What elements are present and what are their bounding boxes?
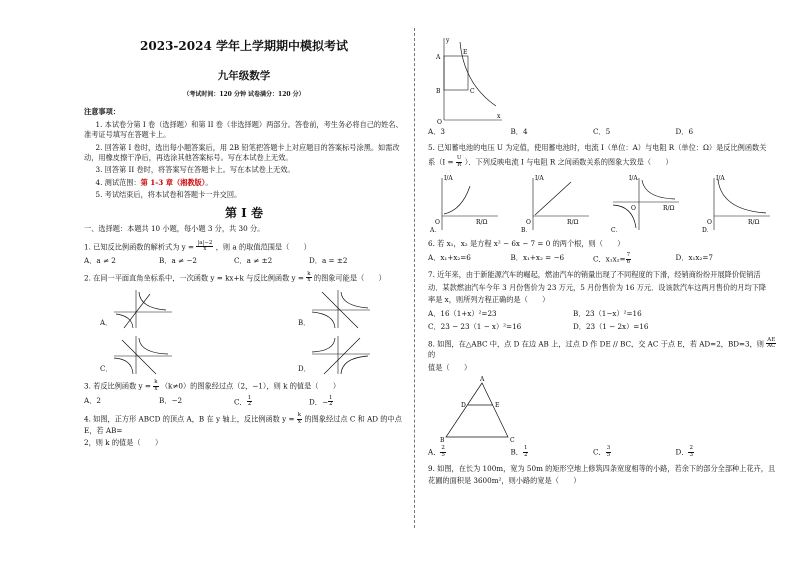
q3-frac-den: x [154, 385, 158, 392]
q8-figure-svg [438, 375, 518, 443]
q7-option-b[interactable]: B．23（1−x）²=16 [573, 308, 642, 318]
q2-graph-d-svg [308, 334, 374, 376]
q3-fraction [153, 380, 158, 393]
q1-option-a[interactable]: A．a ≠ 2 [84, 256, 116, 266]
q8-frac-den: AC [767, 343, 776, 350]
frac-num: 1 [523, 444, 528, 451]
q1-option-c[interactable]: C．a ≠ ±2 [234, 256, 273, 266]
frac-den: 2 [523, 451, 528, 458]
axis-y-label: I/A [444, 175, 453, 183]
q8-option-a[interactable] [428, 446, 511, 459]
q5-graph-c-svg [609, 172, 681, 234]
question-7-line-1: 7. 近年来，由于新能源汽车的崛起，燃油汽车的销量出现了不同程度的下滑，经销商纷纷开展降价促销活 [428, 270, 761, 280]
q8-option-d[interactable] [676, 446, 759, 459]
label-a: A [480, 375, 485, 383]
part-intro: 一、选择题：本题共 10 小题，每小题 3 分，共 30 分。 [84, 224, 265, 234]
triangle-abc [446, 383, 508, 437]
frac-den: 2 [328, 401, 333, 408]
axis-y-label: I/A [629, 175, 639, 183]
q8-option-b[interactable] [511, 446, 594, 459]
q8-fraction [766, 338, 776, 351]
label-c: C [470, 88, 475, 95]
label-o: O [437, 119, 442, 124]
frac-den: 5 [606, 451, 611, 458]
q1-text-b: ，则 a 的取值范围是（ ） [215, 241, 311, 251]
q3-frac-num: k [154, 379, 158, 386]
q2-label-d: D． [298, 364, 311, 373]
question-9-line-1: 9. 如图，在长为 100m，宽为 50m 的矩形空地上修筑四条宽度相等的小路，若余下的部分全部种上花卉，且 [428, 463, 776, 473]
frac-num: 2 [689, 444, 693, 451]
hyperbola-branch [642, 180, 675, 199]
notice-item-5: 5. 考试结束后，将本试卷和答题卡一并交回。 [95, 190, 242, 200]
hyperbola-branch [114, 358, 133, 374]
question-6: 6. 若 x₁，x₂ 是方程 x² − 6x − 7 = 0 的两个根，则（ ） [428, 239, 625, 249]
q2-graph-c-svg [110, 334, 176, 376]
q5-graph-c[interactable] [609, 172, 681, 234]
label-b: B [436, 88, 441, 95]
hyperbola-branch [116, 314, 133, 328]
q4-option-c[interactable]: C．5 [593, 127, 611, 136]
label-e: E [463, 49, 468, 56]
hyperbola-branch [139, 338, 168, 354]
curve [444, 186, 470, 214]
exam-subtitle: 九年级数学 [217, 70, 271, 83]
q1-option-d[interactable]: D．a = ±2 [309, 256, 348, 266]
column-divider [414, 28, 415, 528]
q8-option-c[interactable] [593, 446, 676, 459]
label-x: x [497, 113, 501, 120]
label-b: B [440, 436, 445, 443]
notice-item-4-end: 。 [205, 177, 213, 187]
frac-den: 3 [689, 451, 693, 458]
axis-x-label: R/Ω [566, 219, 579, 227]
q5-label-a: A． [430, 227, 441, 235]
q5-text-b-pre: 系（I = [428, 157, 454, 167]
q8-option-d-frac [688, 446, 694, 459]
q4-option-a[interactable]: A．3 [428, 127, 445, 136]
square-abcd [444, 56, 468, 90]
q2-frac-num: k [307, 270, 311, 277]
q1-frac-num: |a|−2 [197, 239, 213, 246]
frac-num: 7 [626, 251, 631, 258]
q8-option-c-frac [606, 446, 612, 459]
notice-item-4 [84, 178, 404, 188]
q2-label-b: B． [298, 318, 311, 327]
q5-graph-d[interactable] [700, 172, 772, 234]
q4-frac-den: x [297, 418, 301, 425]
q5-graph-d-svg [700, 172, 772, 234]
q2-text-a: 2. 在同一平面直角坐标系中，一次函数 y = kx+k 与反比例函数 y = [84, 272, 304, 282]
q5-label-c: C． [611, 227, 622, 235]
q4-fraction [297, 413, 302, 426]
q3-option-c-label: C． [234, 396, 247, 406]
q4-figure-svg [434, 34, 504, 124]
q4-text-b: 的图象经过点 C 和 AD 的中点 E，若 AB= [84, 414, 402, 435]
axis-x-label: R/Ω [747, 219, 760, 227]
q5-graph-a-svg [428, 172, 500, 234]
frac-den: 6 [626, 258, 631, 265]
question-5 [428, 143, 778, 153]
notice-item-2: 2. 回答第 I 卷时，选出每小题答案后，用 2B 铅笔把答题卡上对应题目的答案标号涂黑。如需改动，用橡皮擦干净后，再选涂其他答案标号。写在本试卷上无效。 [84, 142, 400, 163]
q2-graph-a-svg [110, 288, 176, 330]
q7-options-row-2 [428, 322, 778, 332]
linear-line [122, 340, 156, 374]
label-d: D [461, 401, 466, 409]
q2-graphs-row-2 [84, 334, 404, 376]
axis-y-label: I/A [534, 175, 544, 183]
q7-options-row-1 [428, 309, 778, 319]
q8-options [428, 446, 778, 459]
q5-label-b: B． [520, 227, 532, 235]
q2-text-b: 的图象可能是（ ） [313, 272, 386, 282]
label-c: C [510, 436, 515, 443]
origin-label: O [706, 219, 712, 227]
q4-frac-num: k [297, 412, 302, 419]
question-2 [84, 272, 404, 285]
frac-num: 3 [606, 444, 611, 451]
q4-figure [434, 34, 504, 124]
question-3 [84, 380, 404, 393]
line [535, 182, 571, 215]
q8-option-a-frac [440, 446, 446, 459]
q8-text-c: 值是（ ） [428, 362, 472, 372]
frac-den: 5 [441, 451, 445, 458]
q8-option-a-label: A． [428, 447, 441, 457]
origin-label: O [435, 219, 440, 227]
q5-line-2 [428, 156, 778, 169]
q3-option-d-frac [328, 396, 334, 409]
right-column [428, 34, 778, 486]
q2-label-c: C． [100, 364, 113, 373]
q8-option-d-label: D． [675, 447, 689, 457]
hyperbola-branch [718, 180, 766, 213]
q5-fraction [456, 156, 463, 169]
q8-option-b-label: B． [510, 447, 523, 457]
q5-graphs [428, 172, 778, 234]
frac-num: 2 [441, 444, 445, 451]
notice-item-3: 3. 回答第 II 卷时，将答案写在答题卡上。写在本试卷上无效。 [95, 165, 295, 175]
left-column [84, 32, 404, 449]
q6-option-d[interactable]: D．x₁x₂=7 [675, 252, 713, 262]
q2-graph-b[interactable] [298, 288, 374, 330]
frac-num: 1 [328, 394, 333, 401]
q3-option-c-frac [247, 396, 253, 409]
volume-title: 第 I 卷 [225, 205, 263, 220]
q6-option-b[interactable]: B．x₁+x₂ = −6 [510, 252, 565, 262]
question-7-line-2: 动．某款燃油汽车今年 3 月份售价为 23 万元，5 月份售价为 16 万元．设该款汽车这两月售价的月均下降 [428, 282, 767, 292]
q3-text-b: （k≠0）的图象经过点（2，−1），则 k 的值是（ ） [160, 381, 341, 391]
q5-frac-den: R [457, 161, 462, 168]
hyperbola-branch [312, 312, 335, 328]
q1-frac-den: x [203, 246, 207, 253]
q2-fraction [306, 272, 311, 285]
question-9-line-2: 花圃的面积是 3600m²，则小路的宽是（ ） [428, 475, 581, 485]
q2-graph-c[interactable] [100, 334, 176, 376]
exam-title: 2023-2024 学年上学期期中模拟考试 [140, 39, 348, 53]
q5-frac-num: U [456, 154, 462, 161]
label-y: y [446, 37, 450, 44]
test-scope: 第 1-3 章（湘教版） [140, 177, 206, 187]
q3-option-d-label: D．− [309, 396, 328, 406]
q5-label-d: D． [701, 227, 713, 235]
q2-graph-b-svg [308, 288, 374, 330]
linear-line [124, 294, 150, 328]
q8-option-c-label: C． [593, 447, 606, 457]
q4-option-b[interactable]: B．4 [510, 127, 528, 136]
axis-x-label: R/Ω [663, 205, 675, 213]
exam-info: （考试时间：120 分钟 试卷满分：120 分） [183, 90, 305, 98]
q5-graph-a[interactable] [428, 172, 500, 234]
q8-frac-num: AE [767, 336, 776, 343]
q2-frac-den: x [307, 277, 311, 284]
q8-option-b-frac [523, 446, 529, 459]
q2-graph-d[interactable] [298, 334, 374, 376]
q7-option-d[interactable]: D．23（1 − 2x）=16 [573, 322, 649, 332]
hyperbola-branch [139, 292, 166, 310]
q7-option-c[interactable]: C．23 − 23（1 − x）²=16 [428, 322, 522, 332]
q1-options [84, 256, 404, 266]
notice-heading: 注意事项： [84, 107, 120, 117]
q8-text-b: 的 [428, 350, 436, 360]
q6-option-c[interactable] [593, 253, 676, 266]
q2-graph-a[interactable] [100, 288, 176, 330]
question-4 [84, 413, 404, 436]
origin-label: O [525, 219, 531, 227]
label-a: A [436, 54, 441, 61]
q4-text-a: 4. 如图，正方形 ABCD 的顶点 A，B 在 y 轴上，反比例函数 y = [84, 414, 295, 424]
q2-label-a: A． [100, 318, 113, 327]
origin-label: O [631, 205, 637, 213]
q8-text-a: 8. 如图，在△ABC 中，点 D 在边 AB 上，过点 D 作 DE // BC，交 AC 于点 E，若 AD=2，BD=3，则 [428, 338, 764, 348]
q3-option-a[interactable]: A．2 [84, 395, 101, 405]
q3-text-a: 3. 若反比例函数 y = [84, 381, 151, 391]
question-8 [428, 338, 778, 361]
hyperbola-branch [341, 292, 368, 308]
q1-option-b[interactable]: B．a ≠ −2 [159, 256, 197, 266]
hyperbola-branch [312, 338, 335, 352]
frac-num: 1 [247, 394, 252, 401]
q5-text-a: 5. 已知蓄电池的电压 U 为定值，使用蓄电池时，电流 I（单位：A）与电阻 R（单位：Ω）是反比例函数关 [428, 143, 767, 153]
q3-option-d[interactable] [309, 396, 384, 409]
q1-fraction [196, 241, 213, 254]
notice-item-1: 1. 本试卷分第 I 卷（选择题）和第 II 卷（非选择题）两部分。答卷前，考生务必将自己的姓名、准考证号填写在答题卡上。 [84, 119, 403, 140]
q5-graph-b-svg [519, 172, 591, 234]
q3-option-c[interactable] [234, 396, 309, 409]
q6-option-c-frac [626, 253, 632, 266]
frac-den: 2 [247, 401, 252, 408]
notice-item-4-label: 4. 测试范围： [95, 177, 141, 187]
q4-option-d[interactable]: D．6 [675, 127, 694, 136]
q3-option-b[interactable]: B．−2 [159, 395, 183, 405]
question-7-line-3: 率是 x，则所列方程正确的是（ ） [428, 295, 550, 305]
axis-y-label: I/A [715, 175, 725, 183]
q5-text-b: ）．下列反映电流 I 与电阻 R 之间函数关系的图象大致是（ ） [464, 157, 673, 167]
q4-text-c: 2，则 k 的值是（ ） [84, 438, 163, 448]
q8-figure [438, 375, 518, 443]
axis-x-label: R/Ω [476, 219, 488, 227]
q2-graphs-row-1 [84, 288, 404, 330]
q6-options [428, 253, 778, 266]
hyperbola-branch [341, 356, 368, 374]
q3-options [84, 396, 404, 409]
q4-options [428, 127, 778, 137]
q6-option-c-label: C．x₁x₂= [593, 254, 626, 264]
q6-option-a[interactable]: A．x₁+x₂=6 [428, 252, 471, 262]
q7-option-a[interactable]: A．16（1+x）²=23 [428, 308, 497, 318]
label-e: E [495, 401, 500, 409]
question-1 [84, 241, 404, 254]
q1-text-a: 1. 已知反比例函数的解析式为 y = [84, 241, 195, 251]
q5-graph-b[interactable] [519, 172, 591, 234]
